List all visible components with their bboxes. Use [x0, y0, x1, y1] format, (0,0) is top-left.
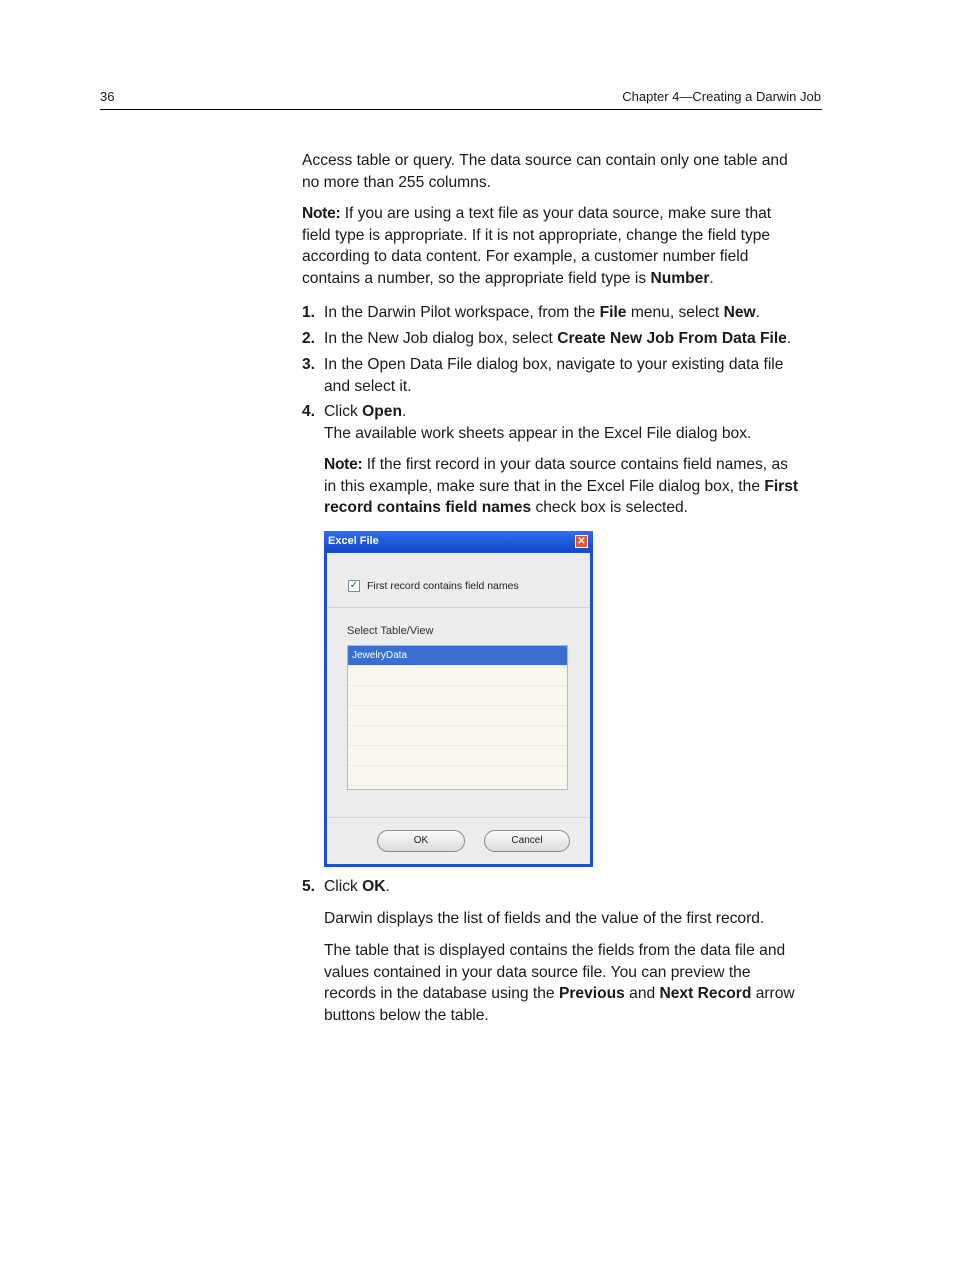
note-2-line-3: check box is selected. — [531, 499, 689, 516]
checkbox-group — [327, 553, 590, 608]
dialog-body — [327, 553, 590, 864]
step-1-d: . — [755, 304, 760, 321]
list-item[interactable] — [348, 726, 567, 746]
checkbox-label[interactable]: First record contains field names — [367, 580, 519, 592]
note-2-line-2: in this example, make sure that in the Excel File dialog box, the — [324, 477, 765, 495]
list-item[interactable] — [348, 746, 567, 766]
after-p2-line-3d: arrow — [751, 985, 795, 1002]
note-2-bold-1: First — [764, 477, 799, 495]
after-p2-line-3a: records in the database using the — [324, 985, 559, 1002]
ok-button[interactable]: OK — [377, 830, 465, 852]
cancel-button[interactable]: Cancel — [484, 830, 570, 852]
list-item[interactable] — [348, 706, 567, 726]
step-number: 3. — [302, 356, 316, 373]
step-4-d: . — [401, 403, 407, 420]
header-rule — [100, 109, 822, 110]
step-number: 1. — [302, 304, 316, 321]
chapter-title: Chapter 4—Creating a Darwin Job — [622, 89, 821, 104]
note-label: Note: — [324, 456, 363, 473]
note-1-bold: Number — [650, 269, 710, 287]
excel-file-dialog — [324, 531, 593, 867]
step-number: 4. — [302, 403, 316, 420]
step-5-ok: OK — [362, 878, 386, 895]
list-item[interactable] — [348, 666, 567, 686]
note-2-bold-2: record contains field names — [324, 499, 532, 516]
step-number: 5. — [302, 878, 316, 895]
list-item[interactable]: JewelryData — [348, 646, 567, 666]
step-4-open: Open — [362, 403, 402, 420]
step-4-a: Click — [324, 403, 363, 420]
step-3-line-2: and select it. — [324, 377, 412, 395]
after-p2-line-4: buttons below the table. — [324, 1006, 489, 1024]
after-paragraph-1: Darwin displays the list of fields and the value of the first record. — [324, 910, 765, 927]
step-4-line-2: The available work sheets appear in the Excel File dialog box. — [324, 424, 752, 442]
step-text — [324, 354, 824, 397]
step-number: 2. — [302, 330, 316, 347]
after-p2-line-2: values contained in your data source file. You can preview the — [324, 963, 751, 981]
note-1-line-2: field type is appropriate. If it is not appropriate, change the field type — [302, 226, 771, 244]
note-1-line-1: If you are using a text file as your data source, make sure that — [340, 205, 772, 222]
select-table-label: Select Table/View — [347, 625, 434, 637]
page-number: 36 — [100, 89, 115, 104]
note-1-period: . — [709, 269, 714, 287]
dialog-title-bar[interactable] — [324, 531, 593, 552]
step-5-d: . — [385, 878, 390, 895]
after-paragraph-2 — [324, 940, 824, 1026]
step-2-d: . — [786, 330, 792, 347]
after-p2-line-3c: and — [624, 985, 660, 1002]
step-1-file: File — [599, 304, 627, 321]
close-icon[interactable]: ✕ — [575, 535, 588, 548]
step-1-c: menu, select — [626, 304, 724, 321]
step-text — [324, 401, 824, 444]
step-3-line-1: In the Open Data File dialog box, navigate to your existing data file — [324, 356, 784, 373]
step-text — [324, 302, 824, 324]
intro-line-2: no more than 255 columns. — [302, 173, 491, 191]
note-2 — [324, 454, 824, 519]
next-record-bold: Next Record — [659, 985, 752, 1002]
step-5-a: Click — [324, 878, 363, 895]
step-1-a: In the Darwin Pilot workspace, from the — [324, 304, 600, 321]
note-1-line-3: according to data content. For example, a customer number field — [302, 248, 749, 265]
previous-bold: Previous — [558, 985, 625, 1002]
list-item[interactable] — [348, 686, 567, 706]
note-1 — [302, 203, 822, 289]
intro-line-1: Access table or query. The data source can contain only one table and — [302, 152, 788, 169]
step-2-a: In the New Job dialog box, select — [324, 330, 558, 347]
step-text — [324, 876, 824, 898]
list-item[interactable] — [348, 766, 567, 786]
divider — [327, 817, 590, 818]
dialog-title: Excel File — [328, 535, 379, 547]
note-1-line-4: contains a number, so the appropriate field type is — [302, 269, 651, 287]
table-list[interactable] — [347, 645, 568, 790]
after-p2-line-1: The table that is displayed contains the fields from the data file and — [324, 942, 786, 959]
first-record-checkbox[interactable]: ✓ — [349, 580, 359, 591]
step-2-bold: Create New Job From Data File — [557, 330, 787, 347]
note-2-line-1: If the first record in your data source contains field names, as — [362, 456, 788, 473]
step-1-new: New — [723, 304, 756, 321]
intro-paragraph — [302, 150, 822, 193]
note-label: Note: — [302, 205, 341, 222]
step-text — [324, 328, 824, 350]
